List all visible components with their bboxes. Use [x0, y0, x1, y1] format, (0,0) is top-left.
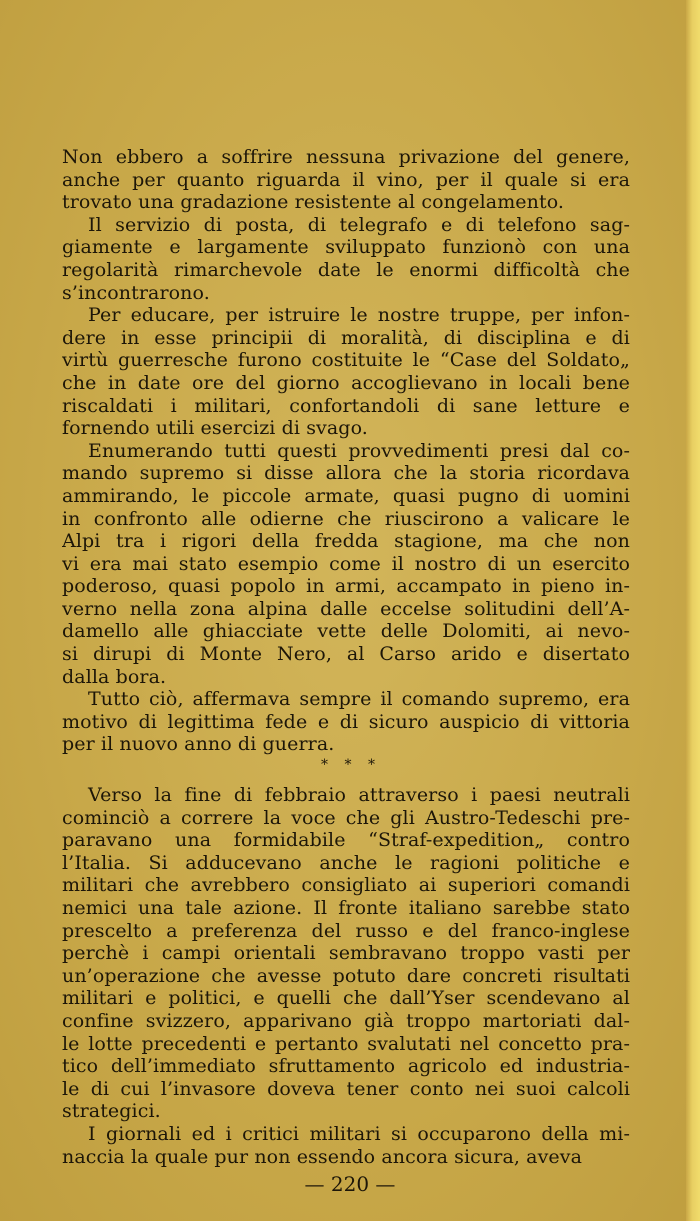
text-line: giamente e largamente sviluppato funzionò con una	[62, 236, 630, 259]
text-line: vi era mai stato esempio come il nostro di un esercito	[62, 552, 630, 575]
text-line: paravano una formidabile “Straf-expedition„ contro	[62, 829, 630, 852]
text-line: Verso la fine di febbraio attraverso i paesi neutrali	[88, 784, 630, 807]
text-line: riscaldati i militari, confortandoli di sane letture e	[62, 394, 630, 417]
text-line: motivo di legittima fede e di sicuro auspicio di vittoria	[62, 710, 630, 733]
text-line: mando supremo si disse allora che la storia ricordava	[62, 462, 630, 485]
text-line: cominciò a correre la voce che gli Austro-Tedeschi pre-	[62, 806, 630, 829]
text-line: Alpi tra i rigori della fredda stagione, ma che non	[62, 530, 630, 553]
section-separator: * * *	[321, 757, 381, 774]
paragraphs-after-break	[62, 784, 630, 1168]
paragraph	[62, 688, 630, 756]
text-line: in confronto alle odierne che riuscirono a valicare le	[62, 507, 630, 530]
body-text	[62, 146, 630, 1168]
text-line: Il servizio di posta, di telegrafo e di telefono sag-	[88, 213, 630, 236]
text-line: tico dell’immediato sfruttamento agricolo ed industria-	[62, 1055, 630, 1078]
text-line: s’incontrarono.	[62, 281, 210, 304]
paragraph	[62, 304, 630, 440]
text-line: militari che avrebbero consigliato ai superiori comandi	[62, 874, 630, 897]
text-line: regolarità rimarchevole date le enormi difficoltà che	[62, 258, 630, 281]
text-line: militari e politici, e quelli che dall’Yser scendevano al	[62, 987, 630, 1010]
paragraph	[62, 784, 630, 1123]
text-line: le di cui l’invasore doveva tener conto nei suoi calcoli	[62, 1077, 630, 1100]
paragraph	[62, 146, 630, 214]
page-edge	[686, 0, 700, 1221]
text-line: verno nella zona alpina dalle eccelse solitudini dell’A-	[62, 597, 630, 620]
text-line: Tutto ciò, affermava sempre il comando supremo, era	[88, 688, 630, 711]
paragraph	[62, 440, 630, 689]
page-number: — 220 —	[304, 1172, 396, 1196]
text-line: poderoso, quasi popolo in armi, accampato in pieno in-	[62, 575, 630, 598]
paragraph	[62, 214, 630, 304]
text-line: fornendo utili esercizi di svago.	[62, 417, 368, 440]
text-line: strategici.	[62, 1100, 161, 1123]
text-line: anche per quanto riguarda il vino, per il quale si era	[62, 168, 630, 191]
text-line: perchè i campi orientali sembravano troppo vasti per	[62, 942, 630, 965]
text-line: l’Italia. Si adducevano anche le ragioni politiche e	[62, 851, 630, 874]
text-line: che in date ore del giorno accoglievano in locali bene	[62, 371, 630, 394]
paragraphs-before-break	[62, 146, 630, 756]
text-line: ammirando, le piccole armate, quasi pugno di uomini	[62, 484, 630, 507]
text-line: trovato una gradazione resistente al congelamento.	[62, 191, 565, 214]
text-line: naccia la quale pur non essendo ancora sicura, aveva	[62, 1145, 583, 1168]
paragraph	[62, 1123, 630, 1168]
text-line: prescelto a preferenza del russo e del franco-inglese	[62, 919, 630, 942]
text-line: confine svizzero, apparivano già troppo martoriati dal-	[62, 1009, 630, 1032]
text-line: virtù guerresche furono costituite le “Case del Soldato„	[62, 349, 630, 372]
text-line: I giornali ed i critici militari si occuparono della mi-	[88, 1122, 630, 1145]
text-line: damello alle ghiacciate vette delle Dolomiti, ai nevo-	[62, 620, 630, 643]
text-line: Non ebbero a soffrire nessuna privazione del genere,	[62, 146, 630, 168]
text-line: per il nuovo anno di guerra.	[62, 733, 335, 756]
text-line: un’operazione che avesse potuto dare concreti risultati	[62, 964, 630, 987]
text-line: dere in esse principii di moralità, di disciplina e di	[62, 326, 630, 349]
text-line: Enumerando tutti questi provvedimenti presi dal co-	[88, 439, 630, 462]
text-line: nemici una tale azione. Il fronte italiano sarebbe stato	[62, 897, 630, 919]
text-line: si dirupi di Monte Nero, al Carso arido e disertato	[62, 643, 630, 666]
text-line: Per educare, per istruire le nostre truppe, per infon-	[88, 304, 630, 327]
text-line: le lotte precedenti e pertanto svalutati nel concetto pra-	[62, 1032, 630, 1055]
text-line: dalla bora.	[62, 665, 167, 688]
